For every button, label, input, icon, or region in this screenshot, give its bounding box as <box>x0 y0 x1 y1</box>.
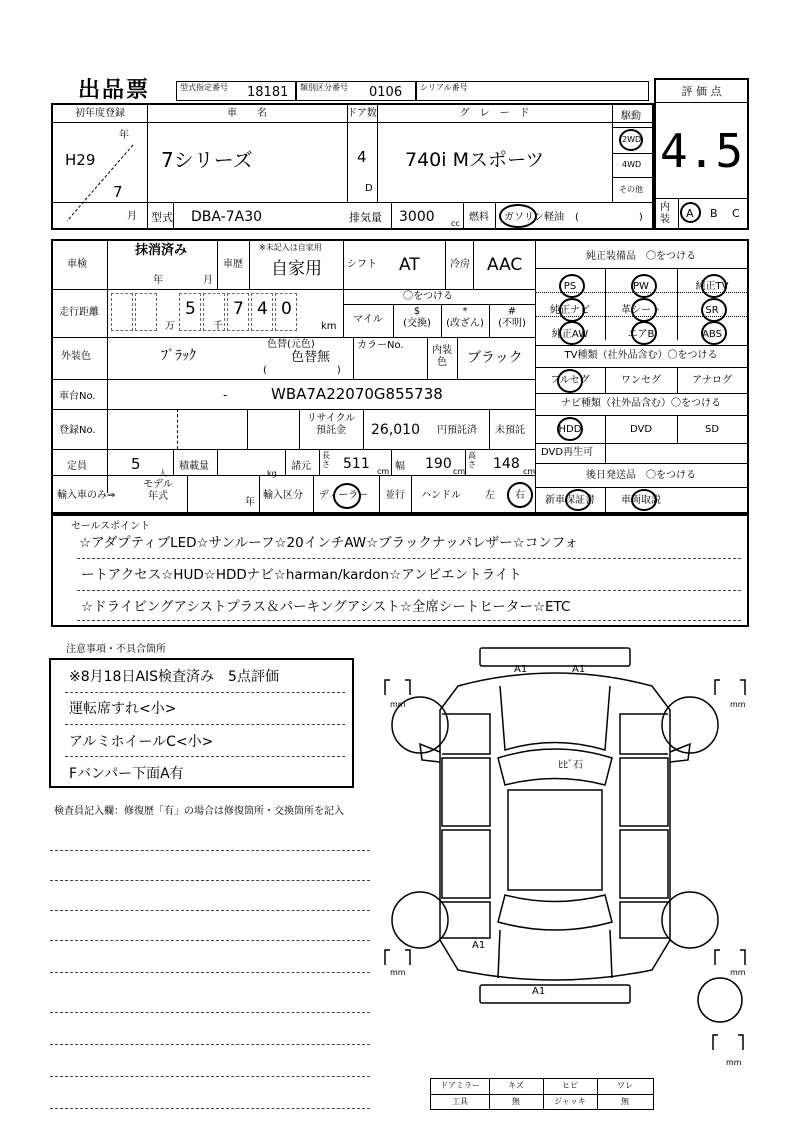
note-line-1: ※8月18日AIS検査済み 5点評価 <box>69 669 279 685</box>
tv-title: TV種類（社外品含む）〇をつける <box>564 350 718 361</box>
height-value: 148 <box>493 456 520 472</box>
handle-right-circle <box>507 482 533 508</box>
legend-mirror: ドアミラー <box>440 1081 480 1090</box>
drive-2wd: 2WD <box>622 135 642 144</box>
tv-fullseg: フルセグ <box>550 375 590 386</box>
tv-analog: アナログ <box>692 375 732 386</box>
recycle-status: 未預託 <box>495 425 525 436</box>
history-note: ※未記入は自家用 <box>259 243 322 252</box>
history-value: 自家用 <box>271 259 322 279</box>
note-line-3: アルミホイールC<小> <box>69 734 214 750</box>
later-title: 後日発送品 〇をつける <box>586 470 696 481</box>
inspection-label: 車検 <box>67 259 87 270</box>
mm-label-fl: mm <box>390 700 406 709</box>
legend-jack-value: 無 <box>621 1097 629 1106</box>
equip-navi: 純正ナビ <box>550 305 590 316</box>
tv-fullseg-circle <box>557 369 583 393</box>
equip-aw-circle <box>559 321 585 345</box>
detail-block <box>51 239 749 514</box>
fuel-gasoline: ガソリン <box>504 212 544 223</box>
month-unit: 月 <box>127 211 137 222</box>
serial-box <box>416 81 649 101</box>
later-manual-circle <box>631 489 657 511</box>
inspection-month: 月 <box>203 275 213 286</box>
interior-grade-label: 内 装 <box>660 202 670 225</box>
length-unit: cm <box>377 467 390 476</box>
load-label: 積載量 <box>179 461 209 472</box>
interior-grade-b: B <box>710 207 718 220</box>
car-damage-diagram <box>380 640 750 1060</box>
sales-block <box>51 514 749 627</box>
tv-oneseg: ワンセグ <box>621 375 661 386</box>
inspection-value: 抹消済み <box>135 243 188 258</box>
serial-label: シリアル番号 <box>420 83 468 92</box>
capacity-value: 5 <box>131 455 141 473</box>
interior-grade-circle <box>680 202 701 223</box>
page-title: 出品票 <box>78 78 151 103</box>
mileage-hash: # (不明) <box>498 306 526 329</box>
katashiki-label: 型式 <box>151 211 173 224</box>
registration-label: 登録No. <box>59 425 96 436</box>
score-value: 4.5 <box>659 124 744 178</box>
equip-sr-circle <box>701 298 727 322</box>
car-name-label: 車 名 <box>227 108 267 119</box>
repaint-paren: ( ) <box>263 365 341 376</box>
import-dealer: ディーラー <box>319 490 369 501</box>
history-label: 車歴 <box>223 259 243 270</box>
dvd-play: DVD再生可 <box>541 447 594 458</box>
first-reg-label: 初年度登録 <box>75 108 125 119</box>
displacement-label: 排気量 <box>349 211 382 224</box>
chassis-dash: - <box>223 388 228 402</box>
equipment-title: 純正装備品 〇をつける <box>586 251 696 262</box>
mileage-sen: 千 <box>213 321 223 332</box>
legend-crack: ヒビ <box>562 1081 578 1090</box>
repaint-label: 色替(元色) <box>267 339 315 350</box>
score-label: 評 価 点 <box>681 85 722 98</box>
navi-hdd: HDD <box>558 424 582 435</box>
equip-sr: SR <box>705 305 719 316</box>
sales-line-3: ☆ドライビングアシストプラス＆パーキングアシスト☆全席シートヒーター☆ETC <box>81 599 571 615</box>
equip-navi-circle <box>559 298 585 322</box>
width-unit: cm <box>453 467 466 476</box>
legend-tools: 工具 <box>452 1097 468 1106</box>
length-label: 長 さ <box>322 451 330 470</box>
handle-left: 左 <box>485 490 495 501</box>
navi-dvd: DVD <box>629 424 653 435</box>
recycle-label: リサイクル 預託金 <box>306 413 356 436</box>
import-label: 輸入車のみ⇒ <box>57 490 116 501</box>
mm-label-spare: mm <box>726 1058 742 1067</box>
sales-line-2: ートアクセス☆HUD☆HDDナビ☆harman/kardon☆アンビエントライト <box>81 567 522 583</box>
score-box <box>654 78 749 230</box>
doors-label: ドア数 <box>347 108 377 119</box>
ac-value: AAC <box>487 255 523 275</box>
damage-a1-rear-left: A1 <box>472 940 486 951</box>
equip-airbag: エアB <box>627 329 655 340</box>
class-code: 0106 <box>369 85 403 100</box>
capacity-unit: 人 <box>159 469 167 478</box>
car-name: 7シリーズ <box>161 148 253 172</box>
grade-label: グ レ ー ド <box>459 108 530 119</box>
equip-ps: PS <box>563 281 577 292</box>
load-unit: kg <box>267 469 277 478</box>
model-code-label: 型式指定番号 <box>180 83 228 92</box>
handle-right: 右 <box>515 490 525 501</box>
recycle-value: 26,010 <box>371 422 420 438</box>
inspection-year: 年 <box>153 275 163 286</box>
sales-label: セールスポイント <box>71 521 151 532</box>
drive-2wd-circle <box>619 129 643 151</box>
navi-hdd-circle <box>557 417 583 441</box>
later-warranty: 新車保証書 <box>545 495 595 506</box>
mileage-digit-7: 0 <box>281 299 292 319</box>
drive-label: 駆動 <box>621 111 641 122</box>
damage-a1-rear: A1 <box>532 986 546 997</box>
mm-label-rr: mm <box>730 968 746 977</box>
class-code-label: 類別区分番号 <box>300 83 348 92</box>
fuel-circle <box>499 204 537 228</box>
reg-month: 7 <box>113 183 123 201</box>
katashiki-value: DBA-7A30 <box>191 209 263 225</box>
import-parallel: 並行 <box>385 490 405 501</box>
displacement-value: 3000 <box>399 209 435 225</box>
grade-value: 740i Mスポーツ <box>405 149 545 171</box>
sales-line-1: ☆アダプティブLED☆サンルーフ☆20インチAW☆ブラックナッパレザー☆コンフォ <box>79 535 579 551</box>
interior-color-label: 内装 色 <box>432 345 452 368</box>
equip-aw: 純正AW <box>551 329 589 340</box>
drive-other: その他 <box>619 185 643 194</box>
color-no-label: カラーNo. <box>357 340 404 351</box>
equip-pw: PW <box>633 281 649 292</box>
fuel-light-oil: 軽油 <box>544 212 564 223</box>
equip-abs: ABS <box>702 329 722 340</box>
model-year-unit: 年 <box>245 497 255 508</box>
equip-tv: 純正TV <box>695 281 729 292</box>
mileage-dollar: $ (交換) <box>403 306 431 329</box>
interior-color-value: ブラック <box>467 350 523 366</box>
door-count: 4 <box>357 148 367 166</box>
chassis-label: 車台No. <box>59 391 96 402</box>
equip-leather: 革シート <box>621 305 661 316</box>
mileage-km: km <box>321 321 337 332</box>
later-warranty-circle <box>565 489 591 511</box>
damage-a1-front-left: A1 <box>514 664 528 675</box>
model-code: 18181 <box>247 85 289 100</box>
recycle-unit: 円預託済 <box>437 425 477 436</box>
shift-value: AT <box>399 255 420 275</box>
interior-grade-a: A <box>686 207 694 220</box>
damage-chip: ﾋﾋﾞ石 <box>558 760 583 771</box>
legend-tools-value: 無 <box>512 1097 520 1106</box>
equip-airbag-circle <box>631 321 657 345</box>
era-year: H29 <box>65 151 96 169</box>
width-value: 190 <box>425 456 452 472</box>
fuel-other: ( ) <box>575 212 643 223</box>
height-unit: cm <box>523 467 536 476</box>
legend-scratch: キズ <box>508 1081 524 1090</box>
notes-box <box>49 658 354 788</box>
mm-label-fr: mm <box>730 700 746 709</box>
damage-a1-front-right: A1 <box>572 664 586 675</box>
later-manual: 車両取説 <box>621 495 661 506</box>
notes-label: 注意事項・不具合箇所 <box>66 644 166 655</box>
dims-label: 諸元 <box>291 461 311 472</box>
equip-leather-circle <box>631 298 657 322</box>
vehicle-block <box>51 103 654 230</box>
note-line-4: Fバンパー下面A有 <box>69 766 184 782</box>
interior-grade-c: C <box>732 207 740 220</box>
mileage-circle-note: 〇をつける <box>403 291 453 302</box>
year-unit: 年 <box>119 130 129 141</box>
equip-pw-circle <box>631 274 657 298</box>
mileage-digit-6: 4 <box>257 299 268 319</box>
navi-title: ナビ種類（社外品含む）〇をつける <box>561 398 721 409</box>
navi-sd: SD <box>704 424 720 435</box>
model-year-label: モデル 年式 <box>143 479 173 502</box>
dealer-circle <box>333 483 361 509</box>
door-suffix: D <box>365 183 373 194</box>
color-value: ﾌﾞﾗｯｸ <box>161 348 196 364</box>
capacity-label: 定員 <box>67 461 87 472</box>
inspector-label: 検査員記入欄：修復歴「有」の場合は修復箇所・交換箇所を記入 <box>54 806 344 817</box>
equip-ps-circle <box>559 274 585 298</box>
equip-abs-circle <box>701 321 727 345</box>
mileage-man: 万 <box>165 321 175 332</box>
note-line-2: 運転席すれ<小> <box>69 701 177 717</box>
repaint-value: 色替無 <box>291 350 331 365</box>
import-class-label: 輸入区分 <box>263 490 303 501</box>
color-label: 外装色 <box>61 351 91 362</box>
drive-4wd: 4WD <box>622 160 642 169</box>
width-label: 幅 <box>395 461 405 472</box>
mileage-star: * (改ざん) <box>446 306 484 329</box>
legend-table <box>430 1078 654 1110</box>
chassis-value: WBA7A22070G855738 <box>271 385 443 403</box>
ac-label: 冷房 <box>450 259 470 270</box>
handle-label: ハンドル <box>421 490 461 501</box>
mileage-digit-3: 5 <box>185 299 196 319</box>
legend-break: ワレ <box>617 1081 633 1090</box>
mileage-mile: マイル <box>353 314 383 325</box>
mileage-digit-5: 7 <box>233 299 244 319</box>
fuel-label: 燃料 <box>469 212 489 223</box>
length-value: 511 <box>343 456 370 472</box>
class-code-box <box>296 81 416 101</box>
equip-tv-circle <box>701 274 727 298</box>
mm-label-rl: mm <box>390 968 406 977</box>
height-label: 高 さ <box>468 451 476 470</box>
cc-unit: cc <box>451 219 460 228</box>
model-code-box <box>176 81 296 101</box>
shift-label: シフト <box>347 259 377 270</box>
mileage-label: 走行距離 <box>59 307 99 318</box>
legend-jack: ジャッキ <box>554 1097 586 1106</box>
